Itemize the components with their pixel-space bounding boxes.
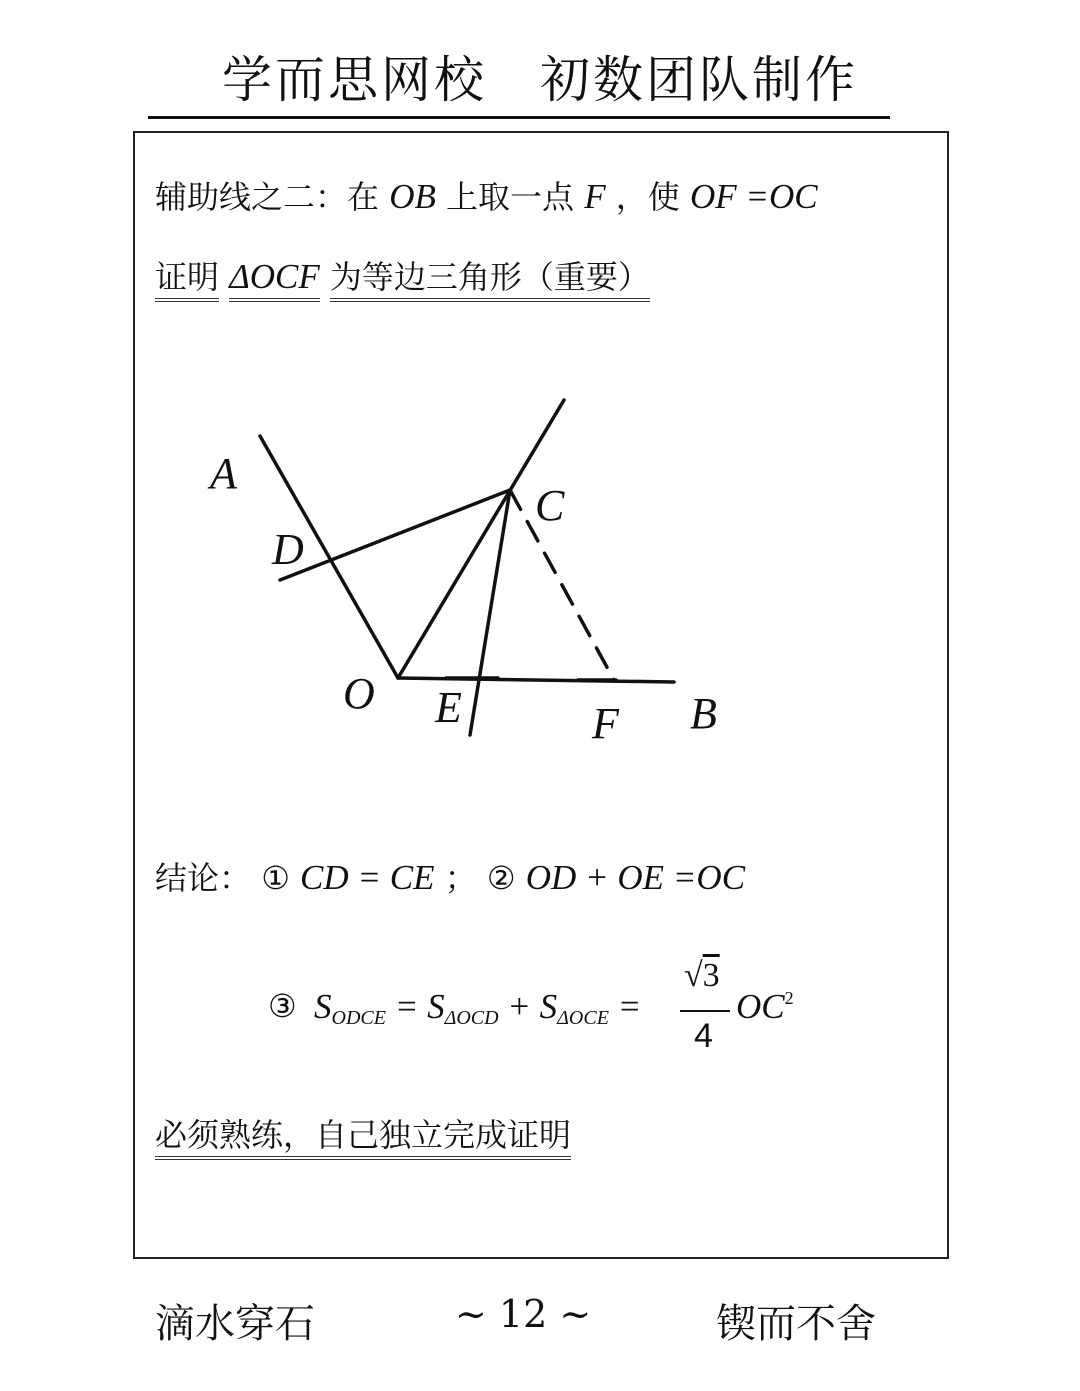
practice-note-text: 必须熟练，自己独立完成证明 xyxy=(155,1116,571,1160)
geometry-figure xyxy=(190,380,770,780)
line1-comma: ，使 xyxy=(615,178,680,216)
line1-prefix: 辅助线之二：在 xyxy=(155,178,380,216)
fraction-sqrt3-over-4 xyxy=(680,955,730,1065)
header-rule xyxy=(148,116,890,119)
segment-ob: OB xyxy=(389,177,436,216)
footer-left-motto: 滴水穿石 xyxy=(155,1301,315,1347)
ray-oc xyxy=(398,400,564,678)
conclusion-line xyxy=(155,853,745,899)
label-b: B xyxy=(690,689,717,738)
conclusion-one: CD = CE xyxy=(300,858,435,897)
circled-one: ① xyxy=(261,859,290,897)
area-formula-left: $S_{ODCE} = S_{\Delta OCD} + S_{\Delta OCE}$ = xyxy=(314,987,642,1029)
point-f: F xyxy=(584,177,606,216)
line1-mid: 上取一点 xyxy=(446,178,575,216)
label-d: D xyxy=(272,525,304,574)
fraction-bar xyxy=(680,1010,730,1012)
auxiliary-line-text xyxy=(155,172,818,218)
triangle-ocf: ΔOCF xyxy=(229,257,320,302)
fraction-numerator: √3 xyxy=(684,957,720,994)
label-f: F xyxy=(592,699,619,748)
label-c: C xyxy=(535,481,565,530)
conclusion-label: 结论： xyxy=(155,859,252,897)
equilateral-note: 为等边三角形（重要） xyxy=(330,258,650,302)
circled-three: ③ xyxy=(268,987,297,1025)
page-number: ~ 12 ~ xyxy=(455,1292,592,1336)
conclusion-separator: ； xyxy=(444,859,477,897)
page-header-title: 学而思网校 初数团队制作 xyxy=(222,51,858,109)
fraction-denominator: 4 xyxy=(694,1017,713,1055)
footer-right-motto: 锲而不舍 xyxy=(716,1301,876,1347)
label-a: A xyxy=(210,449,237,498)
circled-two: ② xyxy=(486,859,516,897)
equation-of-oc: OF =OC xyxy=(689,177,818,216)
area-formula xyxy=(268,955,828,1065)
proof-word: 证明 xyxy=(155,258,219,302)
conclusion-two: OD + OE =OC xyxy=(525,858,746,897)
proof-statement xyxy=(155,252,650,298)
practice-note xyxy=(155,1110,571,1156)
oc-squared: $OC^2$ xyxy=(736,987,794,1026)
ray-ob xyxy=(398,678,674,682)
label-o: O xyxy=(343,669,375,718)
label-e: E xyxy=(435,683,462,732)
